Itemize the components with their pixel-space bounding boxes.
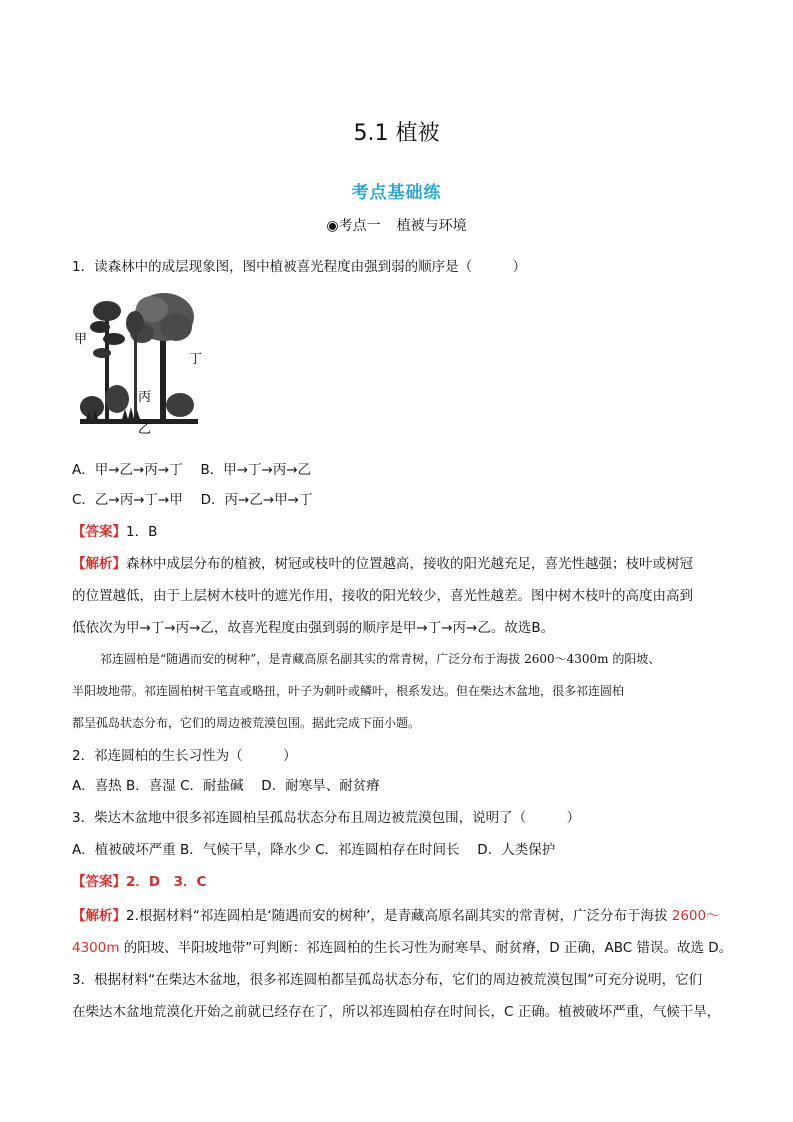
answer-1-value: 1．B bbox=[126, 524, 158, 540]
answer-tag: 【答案】 bbox=[72, 524, 126, 540]
material-line-1: 祁连圆柏是“随遇而安的树种”，是青藏高原名副其实的常青树，广泛分布于海拔 2600～4300m 的阳坡、 bbox=[100, 652, 661, 666]
question-1-options-cd: C．乙→丙→丁→甲 D．丙→乙→甲→丁 bbox=[72, 492, 313, 508]
analysis-2-3-line-2: 4300m 的阳坡、半阳坡地带”可判断：祁连圆柏的生长习性为耐寒旱、耐贫瘠，D 正确，ABC 错误。故选 D。 bbox=[72, 940, 733, 956]
page-title: 5.1 植被 bbox=[353, 121, 440, 146]
label-ding: 丁 bbox=[189, 352, 202, 367]
question-2-options: A．喜热 B．喜湿 C．耐盐碱 D．耐寒旱、耐贫瘠 bbox=[72, 778, 380, 794]
analysis-2-3-line-4: 在柴达木盆地荒漠化开始之前就已经存在了，所以祁连圆柏存在时间长，C 正确。植被破坏严重，气候干旱， bbox=[72, 1004, 721, 1020]
analysis-2-3-line-3: 3．根据材料“在柴达木盆地，很多祁连圆柏都呈孤岛状态分布，它们的周边被荒漠包围”可充分说明，它们 bbox=[72, 972, 703, 988]
analysis-1-line-1: 【解析】森林中成层分布的植被，树冠或枝叶的位置越高，接收的阳光越充足，喜光性越强；枝叶或树冠 bbox=[72, 556, 693, 572]
label-yi: 乙 bbox=[138, 422, 152, 437]
answer-2-3: 【答案】2．D 3．C bbox=[72, 874, 207, 890]
topic-heading bbox=[0, 215, 793, 235]
answer-1 bbox=[72, 520, 722, 540]
label-bing: 丙 bbox=[138, 390, 152, 405]
analysis-tag: 【解析】 bbox=[72, 556, 126, 572]
analysis-2-3-line-1: 【解析】2.根据材料“祁连圆柏是‘随遇而安的树种’，是青藏高原名副其实的常青树，广泛分布于海拔 2600～ bbox=[72, 908, 720, 924]
question-2-stem: 2．祁连圆柏的生长习性为（ ） bbox=[72, 748, 297, 764]
forest-layer-figure bbox=[72, 287, 202, 437]
topic-name: 植被与环境 bbox=[396, 218, 467, 234]
analysis-1-line-2: 的位置越低，由于上层树木枝叶的遮光作用，接收的阳光较少，喜光性越差。图中树木枝叶的高度由高到 bbox=[72, 588, 693, 604]
topic-mark: ◉考点一 bbox=[326, 218, 381, 234]
material-line-3: 都呈孤岛状态分布，它们的周边被荒漠包围。据此完成下面小题。 bbox=[72, 716, 421, 730]
section-heading: 考点基础练 bbox=[351, 183, 442, 203]
question-1-options-ab: A．甲→乙→丙→丁 B．甲→丁→丙→乙 bbox=[72, 462, 312, 478]
tree-middle-icon bbox=[126, 311, 144, 422]
question-3-options: A．植被破坏严重 B．气候干旱，降水少 C．祁连圆柏存在时间长 D．人类保护 bbox=[72, 842, 556, 858]
analysis-1-line-3: 低依次为甲→丁→丙→乙，故喜光程度由强到弱的顺序是甲→丁→丙→乙。故选B。 bbox=[72, 620, 555, 636]
label-jia: 甲 bbox=[74, 332, 88, 347]
question-1-stem: 1．读森林中的成层现象图，图中植被喜光程度由强到弱的顺序是（ ） bbox=[72, 259, 527, 275]
question-3-stem: 3．柴达木盆地中很多祁连圆柏呈孤岛状态分布且周边被荒漠包围，说明了（ ） bbox=[72, 810, 581, 826]
material-line-2: 半阳坡地带。祁连圆柏树干笔直或略扭，叶子为刺叶或鳞叶，根系发达。但在柴达木盆地，很多祁连圆柏 bbox=[72, 684, 625, 698]
